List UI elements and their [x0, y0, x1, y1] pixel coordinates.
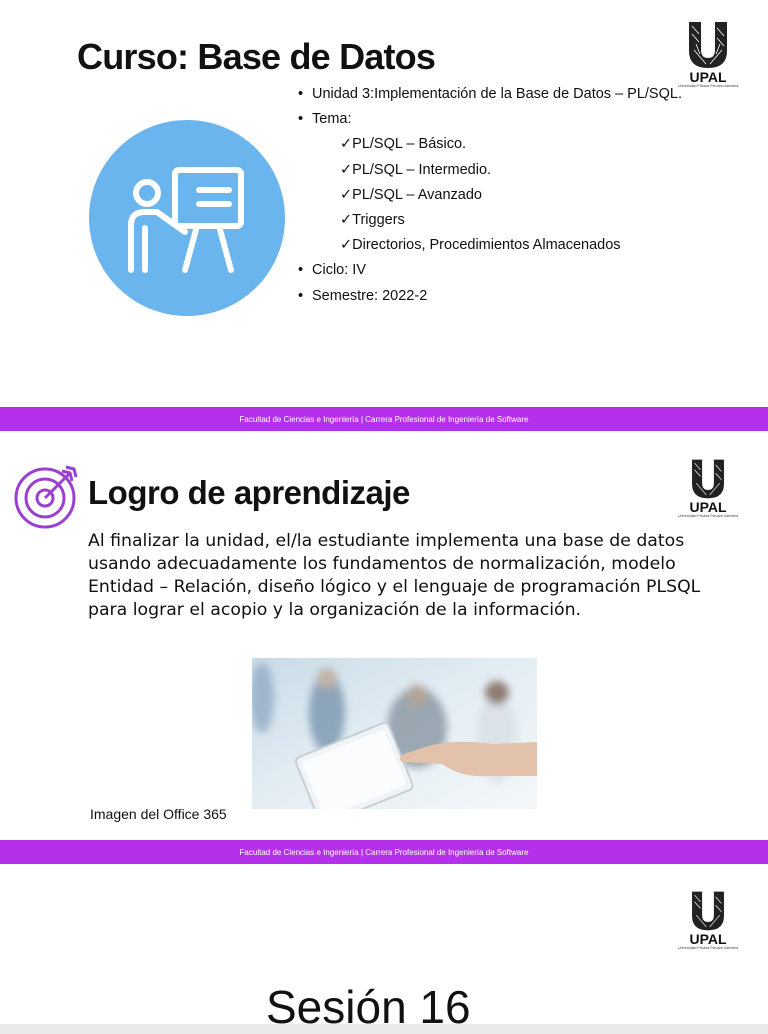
- upal-logo: [673, 890, 743, 951]
- bullet-mark: •: [298, 287, 304, 304]
- session-title: Sesión 16: [266, 981, 471, 1033]
- topic-text: Triggers: [352, 211, 405, 228]
- paragraph-line: usando adecuadamente los fundamentos de normalización, modelo: [88, 554, 676, 574]
- topic-item: [298, 233, 682, 258]
- topic-item: [298, 183, 682, 208]
- paragraph-line: para lograr el acopio y la organización de la información.: [88, 600, 582, 620]
- check-icon: ✓: [340, 237, 353, 254]
- list-item-semestre: [298, 284, 682, 309]
- teacher-presentation-icon: [89, 120, 285, 316]
- topic-text: Directorios, Procedimientos Almacenados: [352, 237, 621, 254]
- tablet-photo: [252, 658, 537, 809]
- check-icon: ✓: [340, 211, 353, 228]
- upal-logo-icon: [686, 890, 730, 932]
- list-item-unidad: [298, 82, 682, 107]
- upal-logo-subtitle: Universidad Privada Peruano Alemana: [677, 946, 739, 950]
- semestre-text: Semestre: 2022-2: [312, 287, 428, 304]
- paragraph-line: Entidad – Relación, diseño lógico y el lenguaje de programación PLSQL: [88, 577, 701, 597]
- unit-text: Unidad 3:Implementación de la Base de Datos – PL/SQL.: [312, 86, 682, 102]
- presentation-icon-circle: [89, 120, 285, 316]
- check-icon: ✓: [340, 136, 353, 153]
- upal-logo-subtitle: Universidad Privada Peruano Alemana: [677, 84, 739, 88]
- learning-goal-paragraph: [88, 530, 728, 622]
- bullet-mark: •: [298, 262, 304, 279]
- course-title: Curso: Base de Datos: [77, 36, 436, 77]
- upal-logo-text: UPAL: [689, 499, 727, 515]
- topic-text: PL/SQL – Básico.: [352, 136, 467, 153]
- ciclo-text: Ciclo: IV: [312, 262, 366, 279]
- course-info-list: [298, 82, 682, 309]
- upal-logo-icon: [686, 20, 730, 70]
- slide-course-info: [0, 0, 768, 433]
- check-icon: ✓: [340, 161, 353, 178]
- list-item-ciclo: [298, 258, 682, 283]
- tema-label: Tema:: [312, 111, 352, 128]
- footer-text: Facultad de Ciencias e Ingeniería | Carrera Profesional de Ingeniería de Software: [239, 414, 529, 424]
- footer-bar: [0, 407, 768, 431]
- check-icon: ✓: [340, 186, 353, 203]
- image-caption: Imagen del Office 365: [90, 806, 227, 822]
- footer-bar: [0, 840, 768, 864]
- footer-text: Facultad de Ciencias e Ingeniería | Carrera Profesional de Ingeniería de Software: [239, 847, 529, 857]
- bullet-mark: •: [298, 111, 304, 128]
- upal-logo-subtitle: Universidad Privada Peruano Alemana: [677, 514, 739, 518]
- upal-logo-text: UPAL: [689, 931, 727, 947]
- topic-text: PL/SQL – Avanzado: [352, 186, 482, 203]
- upal-logo-text: UPAL: [689, 69, 727, 85]
- paragraph-line: Al finalizar la unidad, el/la estudiante implementa una base de datos: [88, 531, 685, 551]
- bullet-mark: •: [298, 86, 304, 102]
- learning-goal-title: Logro de aprendizaje: [88, 474, 410, 511]
- topic-item: [298, 158, 682, 183]
- topic-item: [298, 208, 682, 233]
- upal-logo-icon: [686, 458, 730, 500]
- upal-logo: [673, 458, 743, 519]
- target-icon: [12, 463, 80, 536]
- list-item-tema: [298, 107, 682, 132]
- upal-logo: [673, 20, 743, 89]
- topic-item: [298, 132, 682, 157]
- topic-text: PL/SQL – Intermedio.: [352, 161, 492, 178]
